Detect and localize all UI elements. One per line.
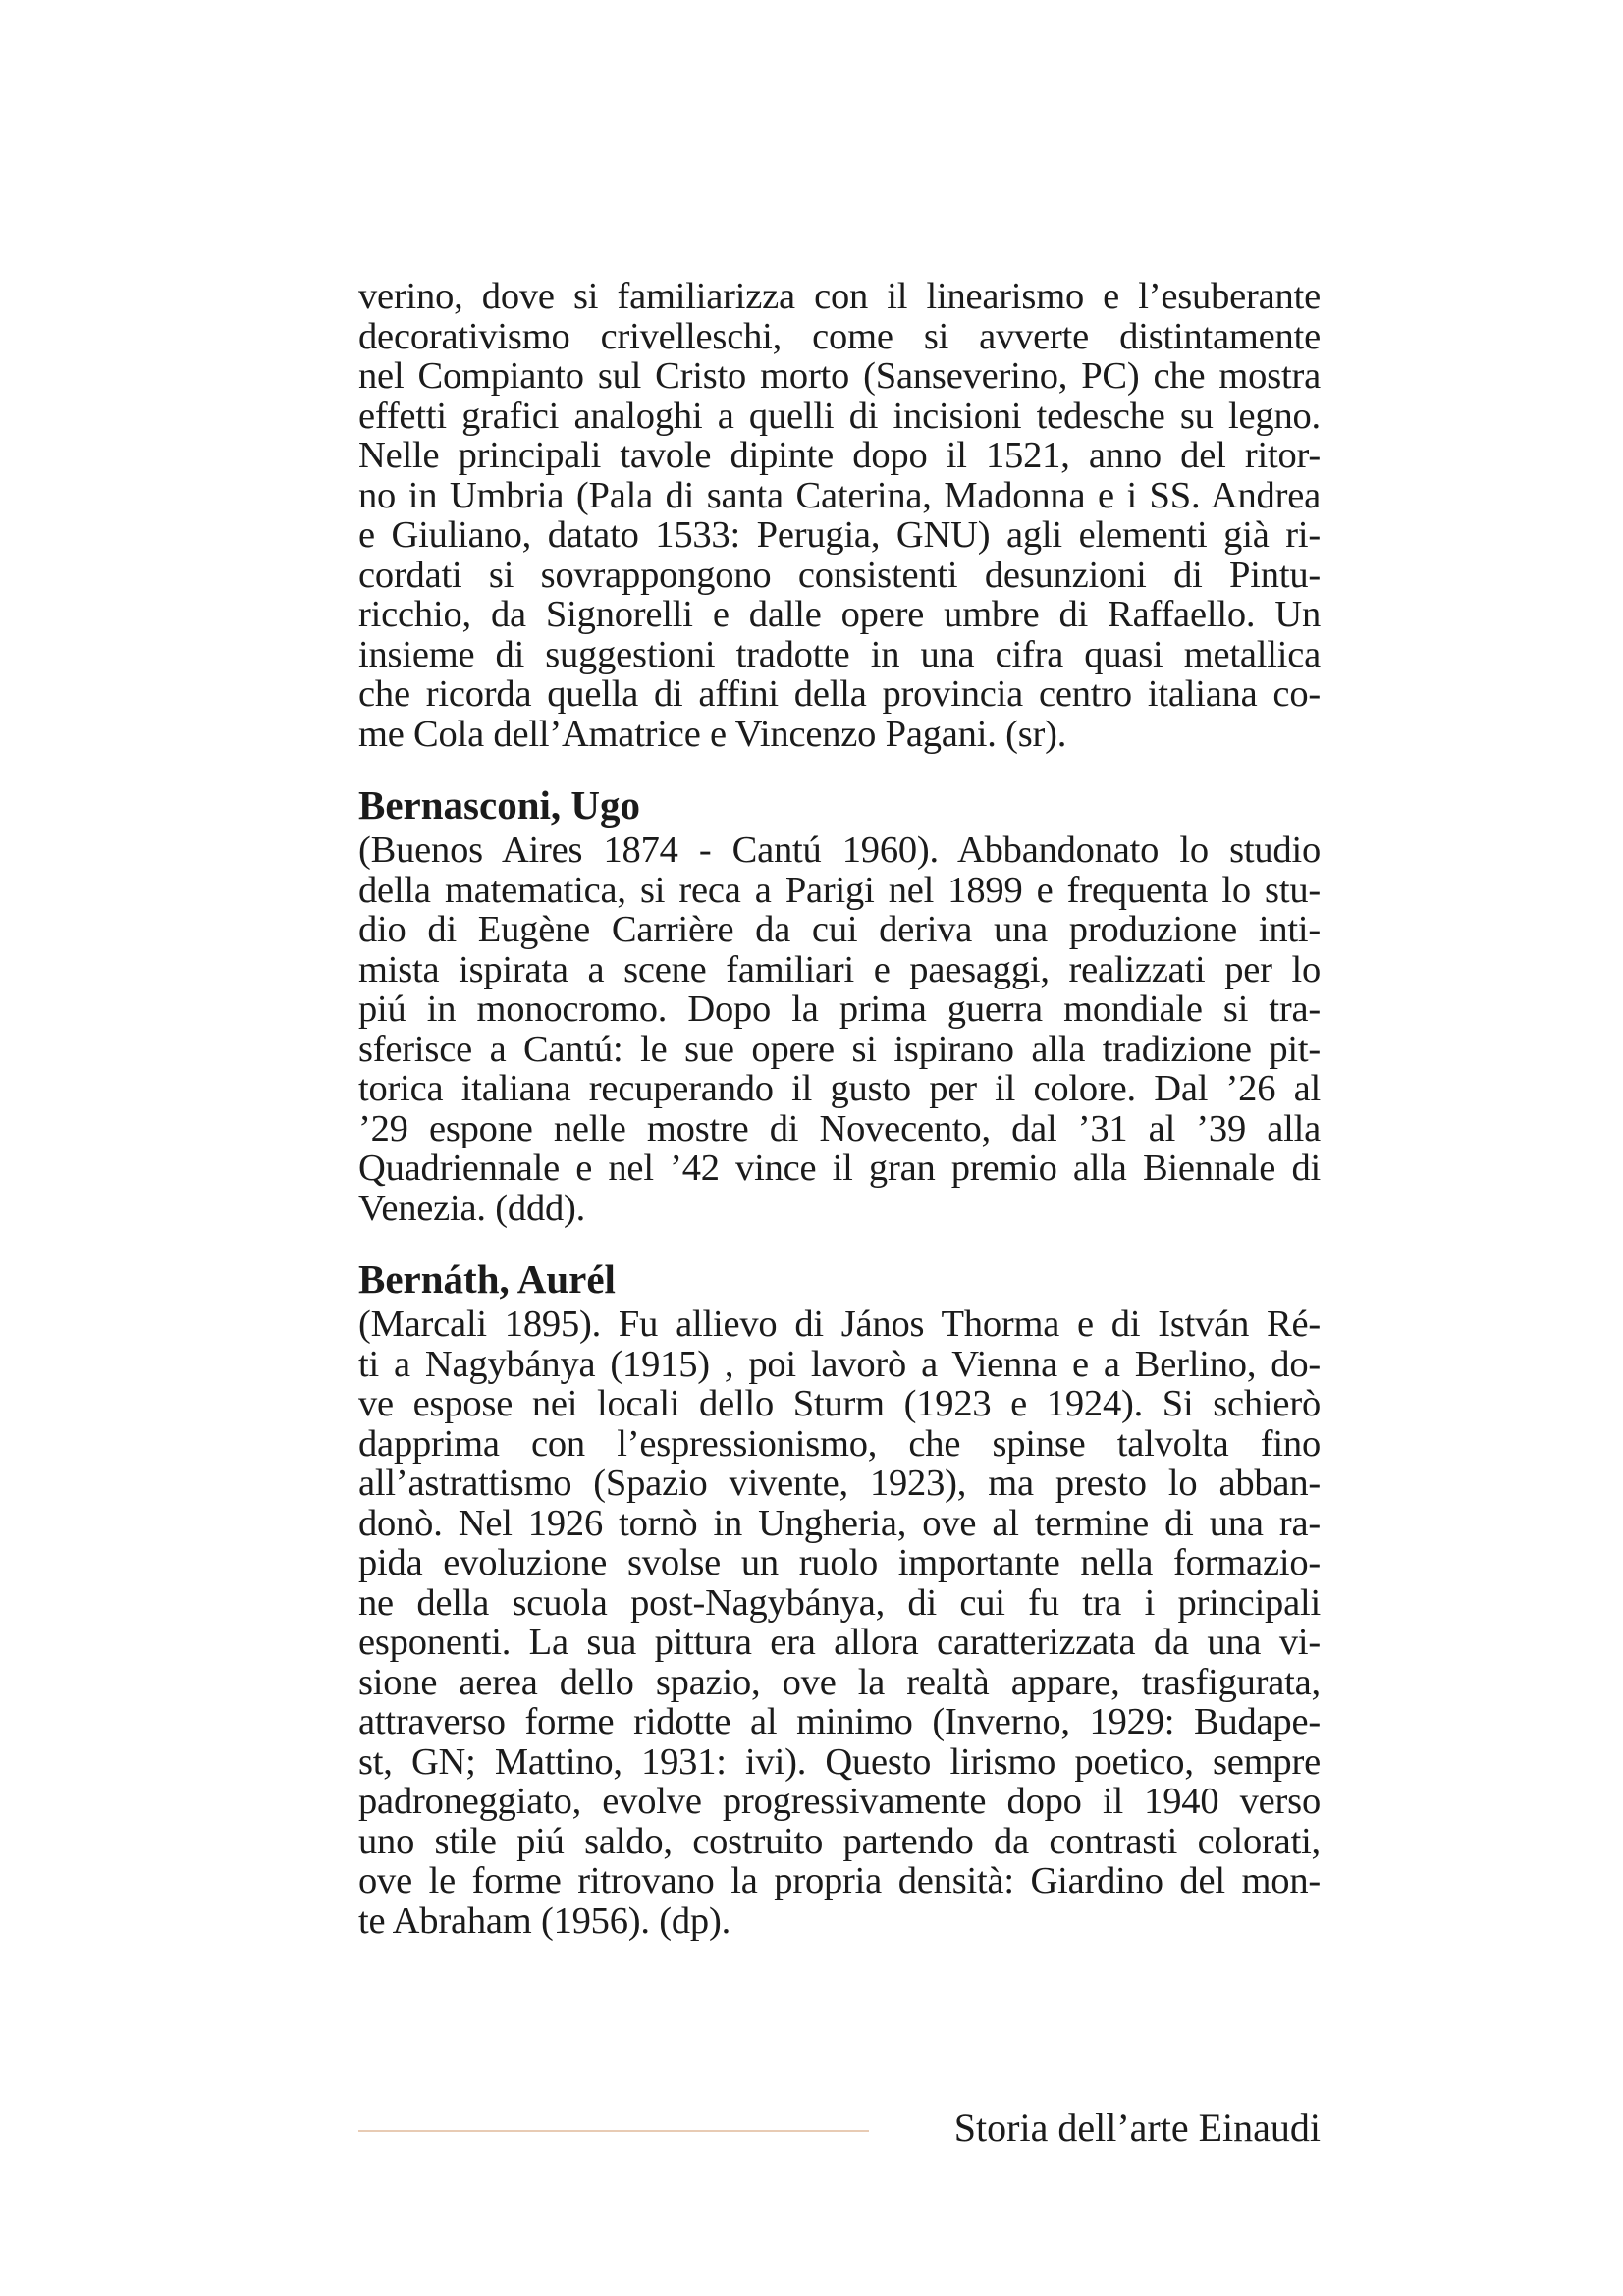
entry-continuation [358, 277, 1321, 754]
text-line: ove le forme ritrovano la propria densità: Giardino del mon- [358, 1860, 1321, 1901]
text-line: donò. Nel 1926 tornò in Ungheria, ove al termine di una ra- [358, 1502, 1321, 1544]
text-line: ve espose nei locali dello Sturm (1923 e 1924). Si schierò [358, 1383, 1321, 1424]
text-line: ricchio, da Signorelli e dalle opere umbre di Raffaello. Un [358, 594, 1321, 635]
text-line: nel Compianto sul Cristo morto (Sanseverino, PC) che mostra [358, 355, 1321, 397]
text-line: mista ispirata a scene familiari e paesaggi, realizzati per lo [358, 948, 1321, 990]
text-line: che ricorda quella di affini della provincia centro italiana co- [358, 673, 1321, 715]
text-line: piú in monocromo. Dopo la prima guerra mondiale si tra- [358, 988, 1321, 1030]
entry-title: Bernáth, Aurél [358, 1256, 616, 1302]
entry-title: Bernasconi, Ugo [358, 782, 640, 828]
body-text [358, 277, 1321, 1941]
text-line: esponenti. La sua pittura era allora caratterizzata da una vi- [358, 1622, 1321, 1663]
text-line: ti a Nagybánya (1915) , poi lavorò a Vienna e a Berlino, do- [358, 1343, 1321, 1385]
text-line: sferisce a Cantú: le sue opere si ispirano alla tradizione pit- [358, 1028, 1321, 1070]
text-line: insieme di suggestioni tradotte in una cifra quasi metallica [358, 633, 1321, 675]
text-line: sione aerea dello spazio, ove la realtà appare, trasfigurata, [358, 1661, 1321, 1703]
text-line: attraverso forme ridotte al minimo (Inverno, 1929: Budape- [358, 1701, 1321, 1742]
text-line: dapprima con l’espressionismo, che spinse talvolta fino [358, 1422, 1321, 1465]
entry-bernasconi [358, 783, 1321, 1228]
text-line: e Giuliano, datato 1533: Perugia, GNU) agli elementi già ri- [358, 514, 1321, 556]
footer-title: Storia dell’arte Einaudi [953, 2106, 1321, 2150]
text-line: te Abraham (1956). (dp). [358, 1899, 731, 1942]
text-line: (Buenos Aires 1874 - Cantú 1960). Abbandonato lo studio [358, 829, 1321, 871]
footer-rule [358, 2130, 869, 2132]
text-line: all’astrattismo (Spazio vivente, 1923), ma presto lo abban- [358, 1463, 1321, 1504]
text-line: torica italiana recuperando il gusto per il colore. Dal ’26 al [358, 1068, 1321, 1109]
text-line: dio di Eugène Carrière da cui deriva una produzione inti- [358, 909, 1321, 950]
text-line: della matematica, si reca a Parigi nel 1899 e frequenta lo stu- [358, 869, 1321, 911]
text-line: st, GN; Mattino, 1931: ivi). Questo lirismo poetico, sempre [358, 1740, 1321, 1783]
entry-bernath [358, 1257, 1321, 1941]
text-line: pida evoluzione svolse un ruolo importante nella formazio- [358, 1542, 1321, 1583]
text-line: uno stile piú saldo, costruito partendo da contrasti colorati, [358, 1820, 1321, 1862]
text-line: ’29 espone nelle mostre di Novecento, dal ’31 al ’39 alla [358, 1107, 1321, 1149]
text-line: (Marcali 1895). Fu allievo di János Thorma e di István Ré- [358, 1304, 1321, 1345]
text-line: cordati si sovrappongono consistenti desunzioni di Pintu- [358, 554, 1321, 596]
text-line: Venezia. (ddd). [358, 1187, 586, 1229]
text-line: Quadriennale e nel ’42 vince il gran premio alla Biennale di [358, 1148, 1321, 1189]
text-line: Nelle principali tavole dipinte dopo il 1521, anno del ritor- [358, 435, 1321, 476]
text-line: verino, dove si familiarizza con il linearismo e l’esuberante [358, 276, 1321, 317]
text-line: padroneggiato, evolve progressivamente dopo il 1940 verso [358, 1781, 1321, 1822]
text-line: effetti grafici analoghi a quelli di incisioni tedesche su legno. [358, 395, 1321, 437]
text-line: decorativismo crivelleschi, come si avverte distintamente [358, 315, 1321, 357]
text-line: ne della scuola post-Nagybánya, di cui fu tra i principali [358, 1581, 1321, 1624]
text-line: no in Umbria (Pala di santa Caterina, Madonna e i SS. Andrea [358, 474, 1321, 516]
text-line: me Cola dell’Amatrice e Vincenzo Pagani. (sr). [358, 713, 1067, 755]
